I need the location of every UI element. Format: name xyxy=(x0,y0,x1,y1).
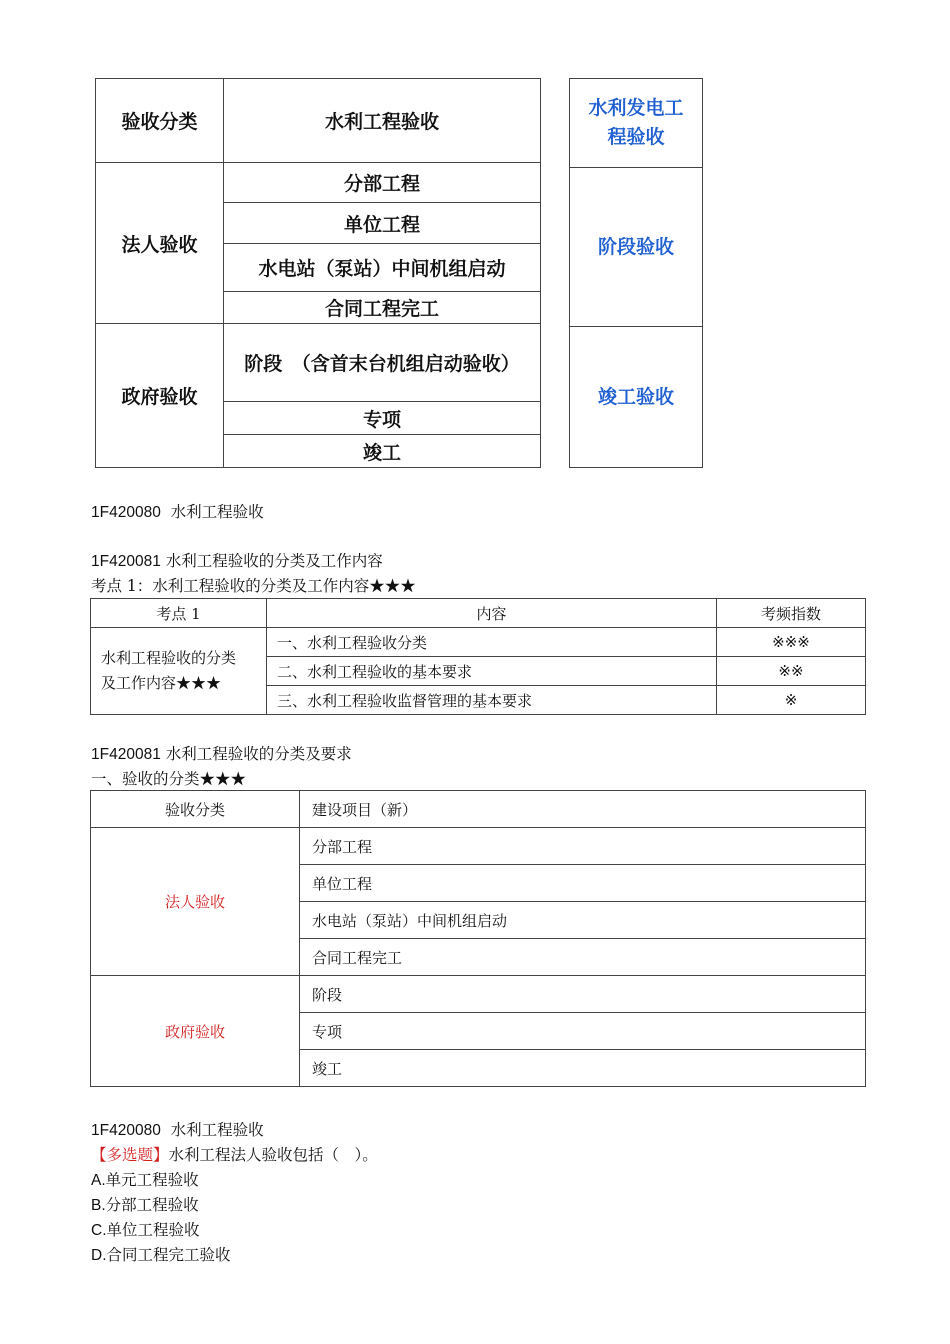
hydropower-acceptance-diagram xyxy=(569,78,703,468)
side-title-line1: 水利发电工 xyxy=(588,97,684,119)
diagram-item: 单位工程 xyxy=(224,203,541,244)
section-heading: 1F420080 水利工程验收 xyxy=(91,1121,264,1139)
diagram-item: 合同工程完工 xyxy=(224,292,541,324)
table1-content: 三、水利工程验收监督管理的基本要求 xyxy=(267,686,717,715)
table2-item: 水电站（泵站）中间机组启动 xyxy=(300,902,866,939)
exam-point-table xyxy=(90,598,866,715)
table1-frequency: ※※※ xyxy=(717,628,866,657)
diagram-item: 阶段 （含首末台机组启动验收） xyxy=(224,324,541,402)
table2-item: 竣工 xyxy=(300,1050,866,1087)
table1-frequency: ※※ xyxy=(717,657,866,686)
side-completion-acceptance: 竣工验收 xyxy=(570,327,703,468)
question-option: A.单元工程验收 xyxy=(91,1171,199,1189)
diagram-item: 分部工程 xyxy=(224,163,541,203)
table2-header-left: 验收分类 xyxy=(91,791,300,828)
diagram-group-government: 政府验收 xyxy=(96,324,224,468)
diagram-item: 专项 xyxy=(224,402,541,435)
table2-item: 阶段 xyxy=(300,976,866,1013)
table2-header-right: 建设项目（新） xyxy=(300,791,866,828)
side-stage-acceptance: 阶段验收 xyxy=(570,168,703,327)
table2-item: 合同工程完工 xyxy=(300,939,866,976)
question-option: B.分部工程验收 xyxy=(91,1196,199,1214)
table2-group-government: 政府验收 xyxy=(91,976,300,1087)
table1-header: 考点 1 xyxy=(91,599,267,628)
question-type-tag: 【多选题】 xyxy=(91,1146,169,1164)
table2-group-legal: 法人验收 xyxy=(91,828,300,976)
table2-item: 分部工程 xyxy=(300,828,866,865)
side-title-line2: 程验收 xyxy=(607,126,665,148)
diagram-group-legal: 法人验收 xyxy=(96,163,224,324)
question-option: D.合同工程完工验收 xyxy=(91,1246,231,1264)
question-option: C.单位工程验收 xyxy=(91,1221,200,1239)
diagram-header-left: 验收分类 xyxy=(96,79,224,163)
diagram-item: 水电站（泵站）中间机组启动 xyxy=(224,244,541,292)
table1-frequency: ※ xyxy=(717,686,866,715)
subsection-heading: 一、验收的分类★★★ xyxy=(91,770,247,788)
exam-point: 考点 1：水利工程验收的分类及工作内容★★★ xyxy=(91,577,416,595)
table2-item: 单位工程 xyxy=(300,865,866,902)
table1-content: 一、水利工程验收分类 xyxy=(267,628,717,657)
acceptance-classification-table xyxy=(90,790,866,1087)
table1-header: 考频指数 xyxy=(717,599,866,628)
diagram-header-right: 水利工程验收 xyxy=(224,79,541,163)
side-title xyxy=(570,79,703,168)
table1-header: 内容 xyxy=(267,599,717,628)
table1-topic: 水利工程验收的分类 及工作内容★★★ xyxy=(91,628,267,715)
section-heading: 1F420081 水利工程验收的分类及要求 xyxy=(91,745,352,763)
table2-item: 专项 xyxy=(300,1013,866,1050)
diagram-item: 竣工 xyxy=(224,435,541,468)
acceptance-diagram xyxy=(95,78,541,468)
question-stem: 【多选题】水利工程法人验收包括（ ）。 xyxy=(91,1146,378,1164)
section-heading: 1F420081 水利工程验收的分类及工作内容 xyxy=(91,552,383,570)
table1-content: 二、水利工程验收的基本要求 xyxy=(267,657,717,686)
section-heading: 1F420080 水利工程验收 xyxy=(91,503,264,521)
